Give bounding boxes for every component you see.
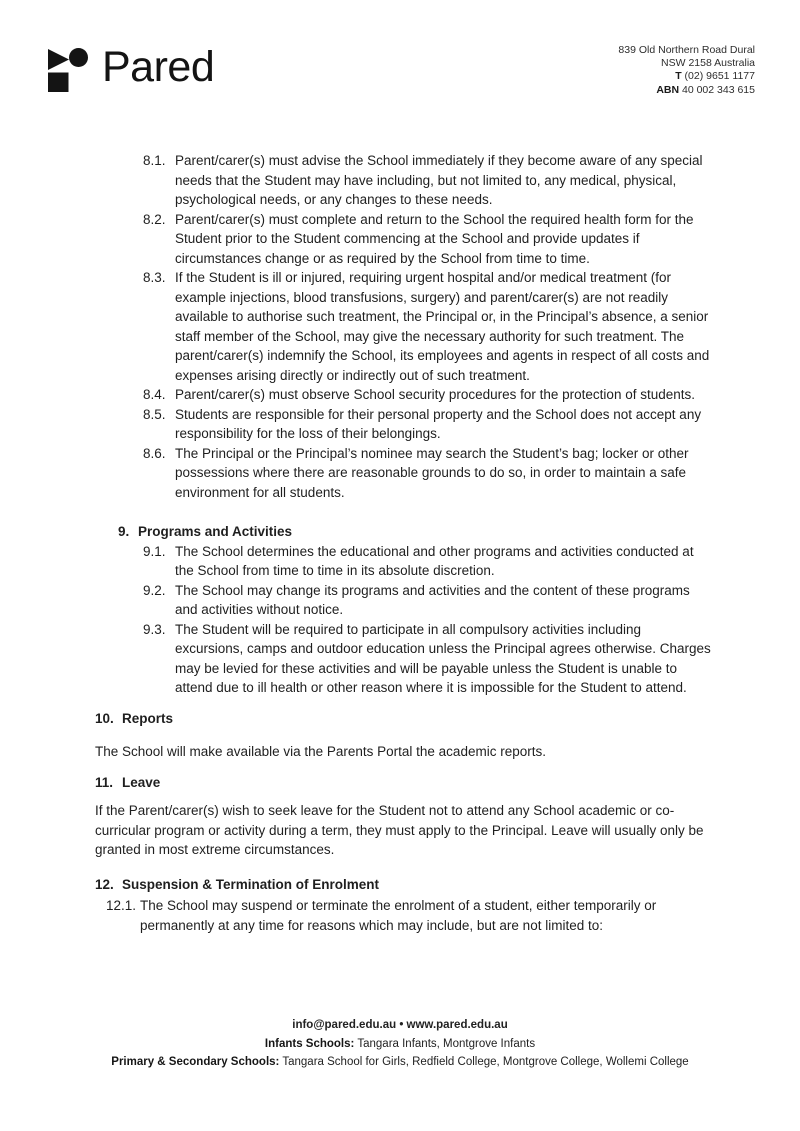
footer-bullet: •	[399, 1019, 404, 1031]
footer-website: www.pared.edu.au	[406, 1019, 508, 1031]
section-number: 12.	[95, 876, 114, 892]
clause-number: 9.2.	[143, 582, 166, 598]
section-12-heading	[95, 875, 711, 895]
clause-text: The School determines the educational and other programs and activities conducted at the School from time to time in its absolute discretion.	[175, 543, 694, 578]
clause-text: The Principal or the Principal’s nominee may search the Student’s bag; locker or other possessions where there are reasonable grounds to do so, in order to maintain a safe environment for all students.	[175, 445, 689, 500]
clause-number: 8.3.	[143, 270, 166, 285]
section-number: 10.	[95, 710, 114, 726]
abn-line	[618, 84, 755, 97]
pared-logo-mark-icon	[48, 46, 89, 92]
section-title: Programs and Activities	[138, 524, 293, 539]
clause-8-1	[95, 151, 711, 210]
footer-email: info@pared.edu.au	[292, 1019, 397, 1031]
phone-line	[618, 70, 755, 83]
clause-text: If the Student is ill or injured, requiring urgent hospital and/or medical treatment (for example injections, blood transfusions, surgery) and parent/carer(s) are not readily available to authorise such treatment, the Principal or, in the Principal’s absence, a senior staff member of the School, may give the necessary authority for such treatment. The parent/carer(s) indemnify the School, its employees and agents in respect of all costs and expenses arising directly or indirectly out of such treatment.	[175, 270, 710, 383]
footer-primary-label: Primary & Secondary Schools:	[111, 1056, 280, 1068]
section-12-clauses	[95, 896, 711, 935]
clause-text: Parent/carer(s) must observe School security procedures for the protection of students.	[175, 387, 695, 402]
clause-text: Students are responsible for their personal property and the School does not accept any responsibility for the loss of their belongings.	[175, 406, 702, 441]
section-9-clauses	[95, 542, 711, 698]
letterhead-address	[618, 44, 755, 97]
footer-infants-line	[0, 1035, 800, 1054]
clause-text: Parent/carer(s) must advise the School immediately if they become aware of any special needs that the Student may have including, but not limited to, any medical, physical, psychological needs, or any changes to these needs.	[175, 153, 703, 207]
pared-logo	[48, 44, 214, 92]
letterhead	[48, 44, 755, 97]
clause-text: The Student will be required to participate in all compulsory activities including excursions, camps and outdoor education unless the Principal agrees otherwise. Charges may be levied for these activities and will be payable unless the Student is unable to attend due to ill health or other reason where it is impossible for the Student to attend.	[175, 621, 711, 695]
clause-number: 8.1.	[143, 153, 166, 168]
clause-8-3	[95, 268, 711, 385]
address-line-1: 839 Old Northern Road Dural	[618, 44, 755, 56]
document-body	[95, 151, 711, 935]
section-11-paragraph: If the Parent/carer(s) wish to seek leave for the Student not to attend any School academic or co-curricular program or activity during a term, they must apply to the Principal. Leave will usually only be granted in most extreme circumstances.	[95, 803, 704, 857]
clause-number: 8.4.	[143, 387, 166, 402]
phone-label: T	[675, 70, 682, 83]
clause-number: 12.1.	[106, 898, 137, 913]
section-title: Suspension & Termination of Enrolment	[122, 876, 380, 892]
section-10-heading	[95, 709, 711, 729]
section-title: Leave	[122, 774, 161, 790]
footer-infants-value: Tangara Infants, Montgrove Infants	[357, 1037, 536, 1050]
phone-value: (02) 9651 1177	[684, 70, 755, 83]
section-10-paragraph: The School will make available via the Parents Portal the academic reports.	[95, 744, 546, 759]
section-number: 11.	[95, 774, 114, 790]
footer-primary-value: Tangara School for Girls, Redfield College, Montgrove College, Wollemi College	[282, 1056, 689, 1068]
address-line-2: NSW 2158 Australia	[661, 57, 755, 70]
clause-number: 8.2.	[143, 211, 166, 227]
footer-contact-line	[0, 1016, 800, 1035]
clause-9-3	[95, 620, 711, 698]
footer-primary-line	[0, 1053, 800, 1072]
clause-8-2	[95, 210, 711, 269]
clause-text: The School may suspend or terminate the enrolment of a student, either temporarily or permanently at any time for reasons which may include, but are not limited to:	[140, 898, 657, 933]
section-number: 9.	[118, 524, 130, 539]
clause-8-6	[95, 444, 711, 503]
section-9-heading	[95, 522, 711, 542]
clause-number: 8.5.	[143, 406, 166, 422]
abn-value: 40 002 343 615	[682, 83, 755, 96]
page-footer	[0, 1016, 800, 1072]
section-11-heading	[95, 773, 711, 793]
logo-wordmark: Pared	[102, 43, 215, 91]
clause-8-5	[95, 405, 711, 444]
clause-text: Parent/carer(s) must complete and return to the School the required health form for the Student prior to the Student commencing at the School and provide updates if circumstances change or as required by the School from time to time.	[175, 211, 694, 266]
abn-label: ABN	[656, 83, 680, 96]
clause-8-4	[95, 385, 711, 405]
clause-number: 8.6.	[143, 445, 166, 461]
clause-number: 9.1.	[143, 543, 166, 559]
clause-text: The School may change its programs and activities and the content of these programs and activities without notice.	[175, 582, 690, 617]
clause-9-2	[95, 581, 711, 620]
footer-infants-label: Infants Schools:	[264, 1037, 355, 1050]
section-8-clauses	[95, 151, 711, 502]
clause-12-1	[95, 896, 711, 935]
clause-9-1	[95, 542, 711, 581]
section-title: Reports	[122, 710, 174, 726]
clause-number: 9.3.	[143, 621, 166, 637]
